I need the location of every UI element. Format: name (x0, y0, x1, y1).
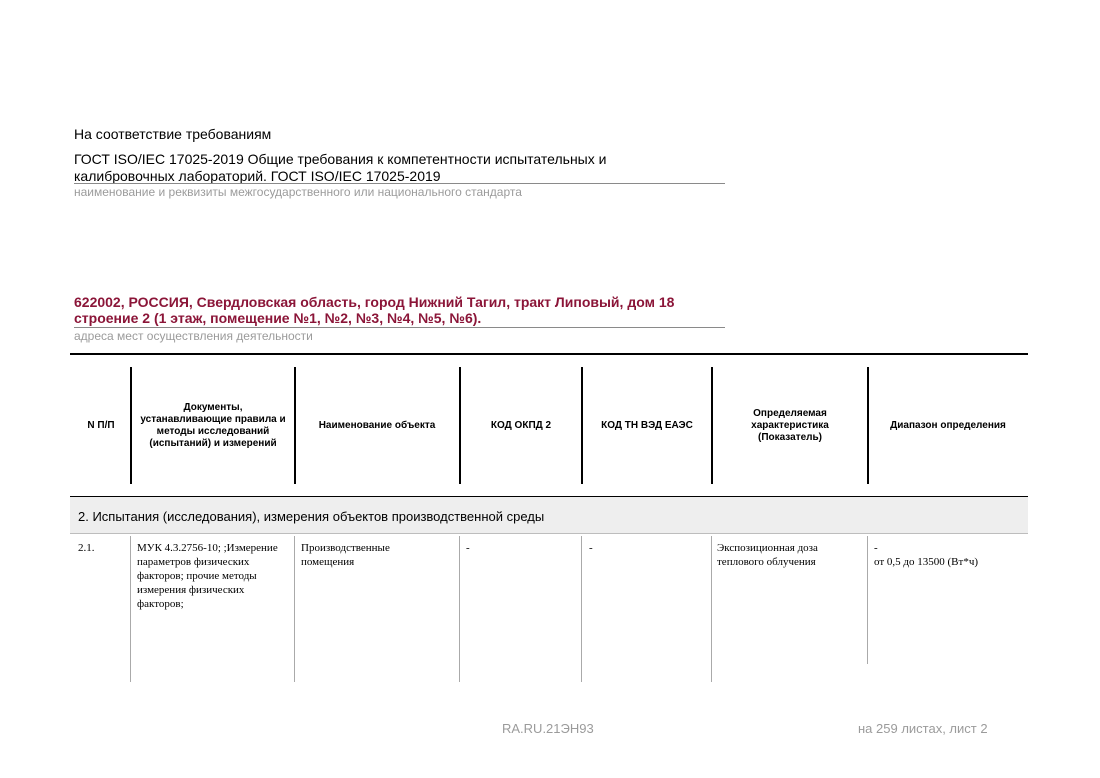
header-okpd: КОД ОКПД 2 (490, 419, 552, 431)
standard-caption: наименование и реквизиты межгосударственного или национального стандарта (74, 185, 522, 199)
header-characteristic: Определяемая характеристика (Показатель) (751, 407, 829, 443)
header-range: Диапазон определения (890, 419, 1006, 431)
registration-number: RA.RU.21ЭН93 (502, 721, 594, 736)
address-underline (74, 327, 725, 328)
standard-line-1: ГОСТ ISO/IEC 17025-2019 Общие требования к компетентности испытательных и (74, 151, 607, 167)
row-divider (581, 536, 582, 682)
row-range-value: от 0,5 до 13500 (Вт*ч) (874, 556, 979, 568)
row-divider (459, 536, 460, 682)
header-num: N П/П (87, 419, 115, 431)
section-title: 2. Испытания (исследования), измерения объектов производственной среды (78, 509, 545, 524)
row-object: Производственные помещения (301, 542, 390, 568)
row-divider (130, 536, 131, 682)
header-divider (294, 367, 296, 484)
standard-name (74, 151, 724, 185)
header-divider (459, 367, 461, 484)
row-characteristic: Экспозиционная доза теплового облучения (717, 542, 818, 568)
row-documents: МУК 4.3.2756-10; ;Измерение параметров физических факторов; прочие методы измерения физических факторов; (137, 542, 278, 610)
standard-underline (74, 183, 725, 184)
row-range-dash: - (874, 542, 878, 554)
header-divider (867, 367, 869, 484)
row-divider (711, 536, 712, 682)
standard-line-2: калибровочных лабораторий. ГОСТ ISO/IEC 17025-2019 (74, 168, 441, 184)
row-tnved: - (589, 542, 593, 554)
row-okpd: - (466, 542, 470, 554)
address-line-2: строение 2 (1 этаж, помещение №1, №2, №3, №4, №5, №6). (74, 310, 482, 326)
address-line-1: 622002, РОССИЯ, Свердловская область, город Нижний Тагил, тракт Липовый, дом 18 (74, 294, 675, 310)
page-counter: на 259 листах, лист 2 (858, 721, 988, 736)
row-divider (867, 536, 868, 664)
intro-text: На соответствие требованиям (74, 126, 272, 142)
header-divider (581, 367, 583, 484)
address (74, 294, 724, 326)
row-range (874, 541, 1024, 569)
row-divider (294, 536, 295, 682)
row-num: 2.1. (78, 542, 95, 554)
table-top-border (70, 353, 1028, 355)
header-divider (130, 367, 132, 484)
header-tnved: КОД ТН ВЭД ЕАЭС (601, 419, 693, 431)
header-divider (711, 367, 713, 484)
header-documents: Документы, устанавливающие правила и методы исследований (испытаний) и измерений (140, 401, 286, 449)
address-caption: адреса мест осуществления деятельности (74, 329, 313, 343)
header-object: Наименование объекта (318, 419, 436, 431)
